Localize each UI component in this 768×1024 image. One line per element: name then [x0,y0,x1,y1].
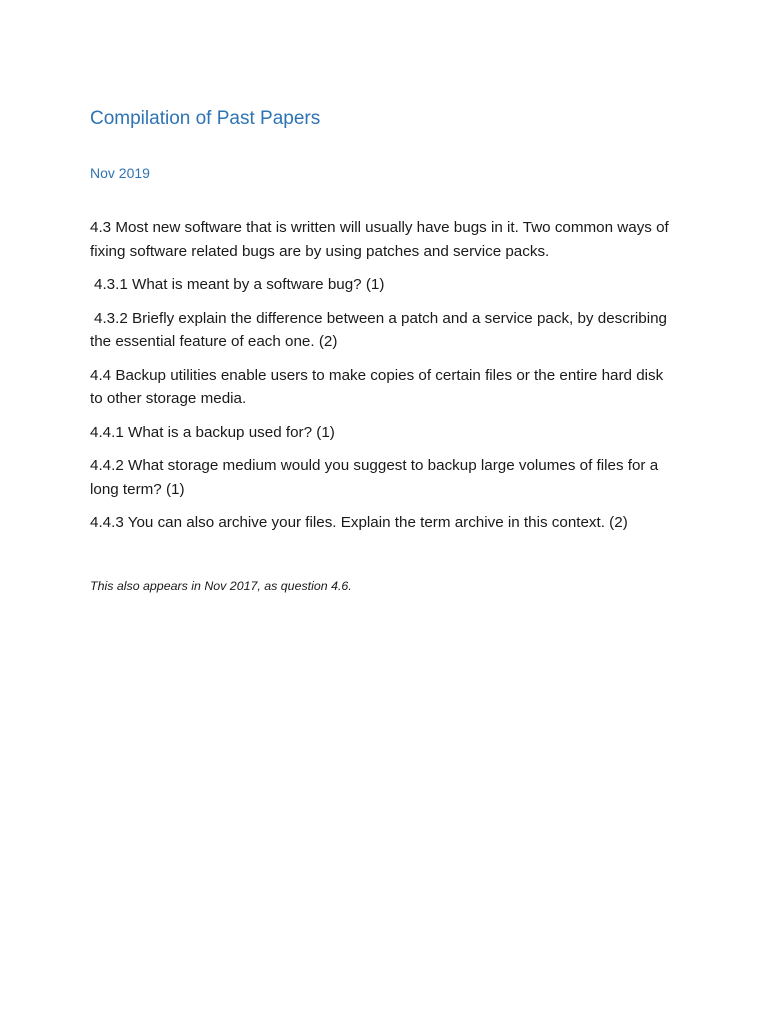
question-4-4-1: 4.4.1 What is a backup used for? (1) [90,423,335,441]
question-4-4-3: 4.4.3 You can also archive your files. Explain the term archive in this context. (2) [90,514,628,531]
question-list [90,216,680,545]
question-4-4: 4.4 Backup utilities enable users to make copies of certain files or the entire hard disk to other storage media. [90,366,664,407]
question-4-3-2: 4.3.2 Briefly explain the difference between a patch and a service pack, by describing the essential feature of each one. (2) [90,309,667,350]
question-4-3-1: 4.3.1 What is meant by a software bug? (1) [94,276,385,293]
exam-date-heading: Nov 2019 [90,165,150,181]
appearance-note: This also appears in Nov 2017, as question 4.6. [90,579,352,593]
document-title: Compilation of Past Papers [90,108,321,129]
question-4-3: 4.3 Most new software that is written will usually have bugs in it. Two common ways of fixing software related bugs are by using patches and service packs. [90,219,669,260]
question-4-4-2: 4.4.2 What storage medium would you suggest to backup large volumes of files for a long term? (1) [90,457,659,498]
